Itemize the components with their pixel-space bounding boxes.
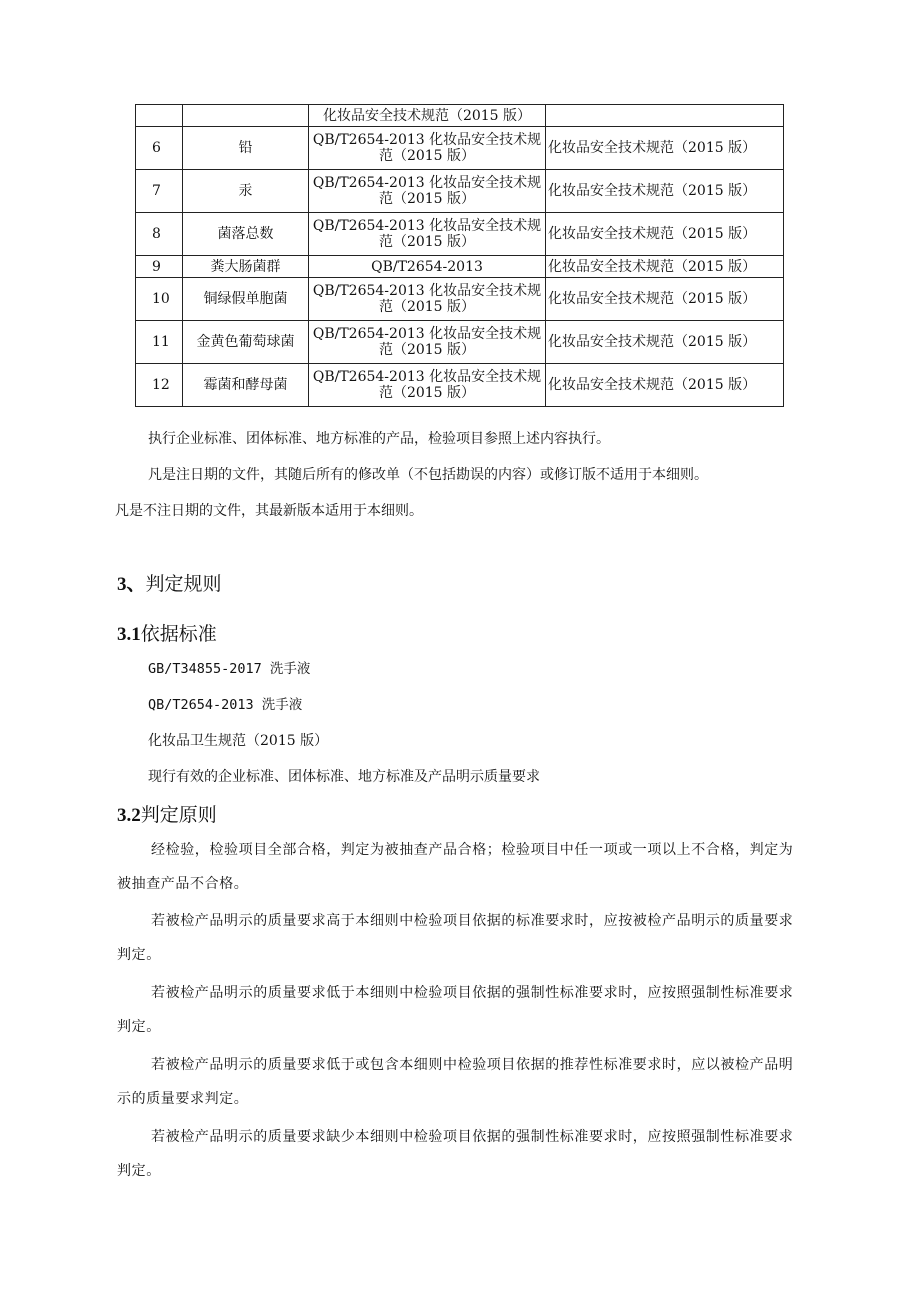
cell-item: 粪大肠菌群 <box>183 256 309 278</box>
section-heading <box>117 572 222 597</box>
table-row <box>136 127 784 170</box>
subsection-heading <box>117 803 217 828</box>
cell-item: 金黄色葡萄球菌 <box>183 321 309 364</box>
table-row <box>136 105 784 127</box>
cell-basis: 化妆品安全技术规范（2015 版） <box>546 278 784 321</box>
note-paragraph: 凡是不注日期的文件，其最新版本适用于本细则。 <box>115 503 423 519</box>
section-title: 判定规则 <box>145 573 222 595</box>
table-row <box>136 364 784 407</box>
cell-item: 菌落总数 <box>183 213 309 256</box>
cell-method: QB/T2654-2013 化妆品安全技术规范（2015 版） <box>309 213 546 256</box>
subsection-number: 3.1 <box>117 624 141 645</box>
standard-item: QB/T2654-2013 洗手液 <box>148 697 303 713</box>
subsection-number: 3.2 <box>117 805 141 826</box>
standard-item: GB/T34855-2017 洗手液 <box>148 661 311 677</box>
inspection-items-table <box>135 104 784 407</box>
cell-no: 12 <box>136 364 183 407</box>
section-number: 3、 <box>117 574 146 595</box>
cell-method: QB/T2654-2013 化妆品安全技术规范（2015 版） <box>309 364 546 407</box>
cell-method: QB/T2654-2013 化妆品安全技术规范（2015 版） <box>309 321 546 364</box>
principle-paragraph: 若被检产品明示的质量要求缺少本细则中检验项目依据的强制性标准要求时，应按照强制性标准要求判定。 <box>117 1129 794 1179</box>
cell-no <box>136 105 183 127</box>
cell-basis: 化妆品安全技术规范（2015 版） <box>546 321 784 364</box>
cell-no: 11 <box>136 321 183 364</box>
principle-paragraph: 若被检产品明示的质量要求高于本细则中检验项目依据的标准要求时，应按被检产品明示的质量要求判定。 <box>117 913 794 963</box>
standard-item: 现行有效的企业标准、团体标准、地方标准及产品明示质量要求 <box>148 769 540 785</box>
cell-basis: 化妆品安全技术规范（2015 版） <box>546 213 784 256</box>
table-row <box>136 321 784 364</box>
cell-method: QB/T2654-2013 化妆品安全技术规范（2015 版） <box>309 170 546 213</box>
table-row <box>136 213 784 256</box>
cell-item: 汞 <box>183 170 309 213</box>
subsection-heading <box>117 622 217 647</box>
cell-method: QB/T2654-2013 化妆品安全技术规范（2015 版） <box>309 278 546 321</box>
cell-item: 霉菌和酵母菌 <box>183 364 309 407</box>
subsection-title: 判定原则 <box>140 804 217 826</box>
cell-no: 7 <box>136 170 183 213</box>
table-row <box>136 278 784 321</box>
principle-paragraph: 若被检产品明示的质量要求低于本细则中检验项目依据的强制性标准要求时，应按照强制性标准要求判定。 <box>117 985 794 1035</box>
cell-method: QB/T2654-2013 化妆品安全技术规范（2015 版） <box>309 127 546 170</box>
table-row <box>136 256 784 278</box>
cell-basis: 化妆品安全技术规范（2015 版） <box>546 170 784 213</box>
cell-method: 化妆品安全技术规范（2015 版） <box>309 105 546 127</box>
cell-no: 6 <box>136 127 183 170</box>
cell-no: 10 <box>136 278 183 321</box>
cell-item: 铅 <box>183 127 309 170</box>
principle-paragraph: 经检验，检验项目全部合格，判定为被抽查产品合格；检验项目中任一项或一项以上不合格，判定为被抽查产品不合格。 <box>117 842 794 892</box>
cell-basis: 化妆品安全技术规范（2015 版） <box>546 127 784 170</box>
cell-basis: 化妆品安全技术规范（2015 版） <box>546 256 784 278</box>
subsection-title: 依据标准 <box>140 623 217 645</box>
note-paragraph: 凡是注日期的文件，其随后所有的修改单（不包括勘误的内容）或修订版不适用于本细则。 <box>148 467 708 483</box>
cell-basis <box>546 105 784 127</box>
cell-no: 8 <box>136 213 183 256</box>
principle-paragraph: 若被检产品明示的质量要求低于或包含本细则中检验项目依据的推荐性标准要求时，应以被检产品明示的质量要求判定。 <box>117 1057 794 1107</box>
cell-item <box>183 105 309 127</box>
cell-no: 9 <box>136 256 183 278</box>
standard-item: 化妆品卫生规范（2015 版） <box>148 733 329 749</box>
cell-method: QB/T2654-2013 <box>309 256 546 278</box>
note-paragraph: 执行企业标准、团体标准、地方标准的产品，检验项目参照上述内容执行。 <box>148 431 610 447</box>
table-row <box>136 170 784 213</box>
cell-item: 铜绿假单胞菌 <box>183 278 309 321</box>
cell-basis: 化妆品安全技术规范（2015 版） <box>546 364 784 407</box>
